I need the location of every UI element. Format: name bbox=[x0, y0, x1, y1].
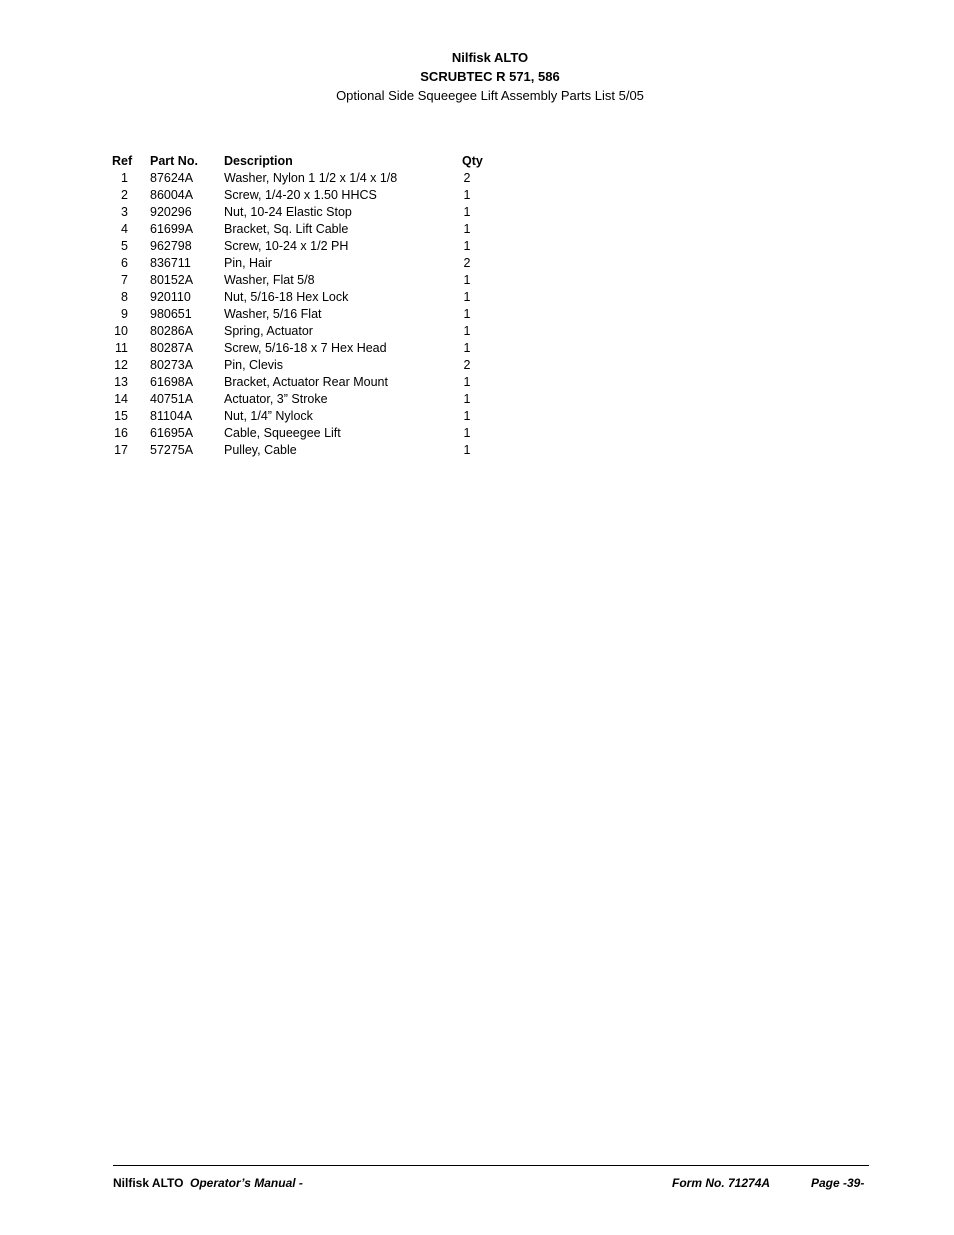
cell-ref: 11 bbox=[115, 341, 128, 355]
col-header-part-no: Part No. bbox=[150, 154, 198, 168]
cell-ref: 3 bbox=[121, 205, 128, 219]
cell-ref: 1 bbox=[121, 171, 128, 185]
cell-description: Bracket, Sq. Lift Cable bbox=[224, 222, 349, 236]
cell-description: Nut, 1/4” Nylock bbox=[224, 409, 313, 423]
cell-description: Washer, 5/16 Flat bbox=[224, 307, 322, 321]
cell-ref: 5 bbox=[121, 239, 128, 253]
cell-description: Nut, 5/16-18 Hex Lock bbox=[224, 290, 349, 304]
cell-qty: 2 bbox=[463, 358, 471, 372]
cell-qty: 1 bbox=[463, 341, 471, 355]
cell-ref: 16 bbox=[114, 426, 128, 440]
cell-ref: 8 bbox=[121, 290, 128, 304]
cell-qty: 1 bbox=[463, 426, 471, 440]
cell-qty: 2 bbox=[463, 256, 471, 270]
cell-ref: 4 bbox=[121, 222, 128, 236]
cell-ref: 9 bbox=[121, 307, 128, 321]
cell-qty: 2 bbox=[463, 171, 471, 185]
cell-ref: 15 bbox=[114, 409, 128, 423]
header-subtitle: Optional Side Squeegee Lift Assembly Parts List 5/05 bbox=[336, 88, 644, 103]
cell-part-no: 57275A bbox=[150, 443, 194, 457]
col-header-description: Description bbox=[224, 154, 293, 168]
cell-qty: 1 bbox=[463, 392, 471, 406]
cell-description: Screw, 5/16-18 x 7 Hex Head bbox=[224, 341, 387, 355]
cell-ref: 14 bbox=[114, 392, 128, 406]
cell-qty: 1 bbox=[463, 443, 471, 457]
cell-description: Screw, 1/4-20 x 1.50 HHCS bbox=[224, 188, 377, 202]
cell-qty: 1 bbox=[463, 222, 471, 236]
cell-part-no: 980651 bbox=[150, 307, 192, 321]
cell-part-no: 61695A bbox=[150, 426, 194, 440]
cell-qty: 1 bbox=[463, 324, 471, 338]
cell-qty: 1 bbox=[463, 273, 471, 287]
cell-qty: 1 bbox=[463, 188, 471, 202]
cell-description: Pulley, Cable bbox=[224, 443, 297, 457]
cell-part-no: 80152A bbox=[150, 273, 194, 287]
cell-description: Pin, Hair bbox=[224, 256, 272, 270]
cell-qty: 1 bbox=[463, 375, 471, 389]
cell-part-no: 86004A bbox=[150, 188, 194, 202]
cell-ref: 6 bbox=[121, 256, 128, 270]
cell-part-no: 920110 bbox=[150, 290, 191, 304]
cell-qty: 1 bbox=[463, 290, 471, 304]
cell-ref: 12 bbox=[114, 358, 128, 372]
cell-ref: 13 bbox=[114, 375, 128, 389]
header-brand: Nilfisk ALTO bbox=[451, 50, 529, 65]
footer-rule bbox=[113, 1165, 869, 1166]
cell-description: Actuator, 3” Stroke bbox=[224, 392, 328, 406]
cell-ref: 10 bbox=[114, 324, 128, 338]
cell-qty: 1 bbox=[463, 307, 471, 321]
cell-part-no: 80286A bbox=[150, 324, 194, 338]
cell-ref: 7 bbox=[121, 273, 128, 287]
cell-part-no: 80273A bbox=[150, 358, 194, 372]
cell-qty: 1 bbox=[463, 239, 471, 253]
cell-part-no: 81104A bbox=[150, 409, 193, 423]
cell-part-no: 920296 bbox=[150, 205, 192, 219]
header-model: SCRUBTEC R 571, 586 bbox=[420, 69, 560, 84]
cell-qty: 1 bbox=[463, 205, 471, 219]
cell-description: Washer, Nylon 1 1/2 x 1/4 x 1/8 bbox=[224, 171, 398, 185]
cell-ref: 2 bbox=[121, 188, 128, 202]
footer-form-number: Form No. 71274A bbox=[672, 1176, 771, 1190]
cell-description: Cable, Squeegee Lift bbox=[224, 426, 341, 440]
footer-brand: Nilfisk ALTO bbox=[113, 1176, 184, 1190]
cell-description: Bracket, Actuator Rear Mount bbox=[224, 375, 388, 389]
cell-part-no: 40751A bbox=[150, 392, 194, 406]
col-header-ref: Ref bbox=[112, 154, 133, 168]
footer-manual: Operator’s Manual - bbox=[190, 1176, 303, 1190]
cell-part-no: 836711 bbox=[150, 256, 191, 270]
cell-part-no: 61698A bbox=[150, 375, 194, 389]
cell-part-no: 80287A bbox=[150, 341, 194, 355]
col-header-qty: Qty bbox=[462, 154, 483, 168]
cell-description: Pin, Clevis bbox=[224, 358, 284, 372]
cell-part-no: 87624A bbox=[150, 171, 194, 185]
cell-description: Washer, Flat 5/8 bbox=[224, 273, 315, 287]
footer-page-number: Page -39- bbox=[811, 1176, 865, 1190]
cell-qty: 1 bbox=[463, 409, 471, 423]
cell-ref: 17 bbox=[114, 443, 128, 457]
cell-part-no: 962798 bbox=[150, 239, 192, 253]
cell-description: Screw, 10-24 x 1/2 PH bbox=[224, 239, 349, 253]
cell-description: Nut, 10-24 Elastic Stop bbox=[224, 205, 352, 219]
cell-part-no: 61699A bbox=[150, 222, 194, 236]
cell-description: Spring, Actuator bbox=[224, 324, 313, 338]
